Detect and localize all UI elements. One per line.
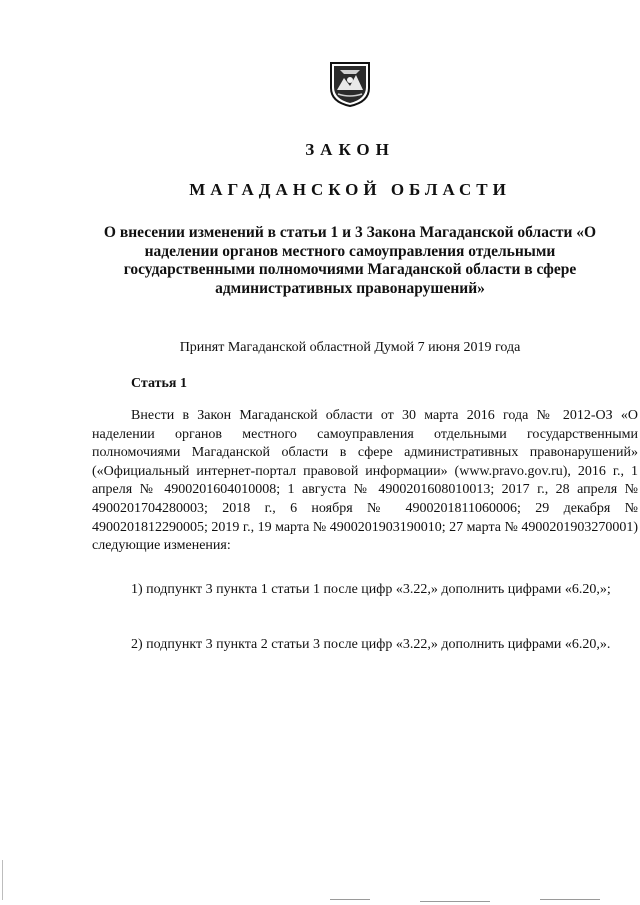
- scan-artifact: [330, 899, 370, 900]
- coat-of-arms-icon: [329, 60, 371, 108]
- scan-artifact: [2, 860, 3, 900]
- law-title: О внесении изменений в статьи 1 и 3 Закона Магаданской области «О наделении органов местного самоуправления отдельными государственными полномочиями Магаданской области в сфере административных правонарушений»: [103, 224, 597, 297]
- amendment-item: 1) подпункт 3 пункта 1 статьи 1 после цифр «3.22,» дополнить цифрами «6.20,»;: [131, 582, 611, 597]
- adoption-line: Принят Магаданской областной Думой 7 июня 2019 года: [179, 340, 521, 355]
- scan-artifact: [420, 901, 490, 902]
- amendment-item: 2) подпункт 3 пункта 2 статьи 3 после цифр «3.22,» дополнить цифрами «6.20,».: [131, 637, 611, 652]
- scan-artifact: [540, 899, 600, 900]
- document-type-heading: ЗАКОН: [305, 140, 395, 159]
- article-paragraph: Внести в Закон Магаданской области от 30 марта 2016 года № 2012-ОЗ «О наделении органов местного самоуправления отдельными государственными полномочиями Магаданской области в сфере административных правонарушений» («Официальный интернет-портал правовой информации» (www.pravo.gov.ru), 2016 г., 1 апреля № 4900201604010008; 1 августа № 4900201608010013; 2017 г., 28 апреля № 4900201704280003; 2018 г., 6 ноября № 4900201811060006; 29 декабря № 4900201812290005; 2019 г., 19 марта № 4900201903190010; 27 марта № 4900201903270001) следующие изменения:: [92, 408, 638, 554]
- region-heading: МАГАДАНСКОЙ ОБЛАСТИ: [189, 180, 511, 199]
- article-heading: Статья 1: [131, 376, 187, 391]
